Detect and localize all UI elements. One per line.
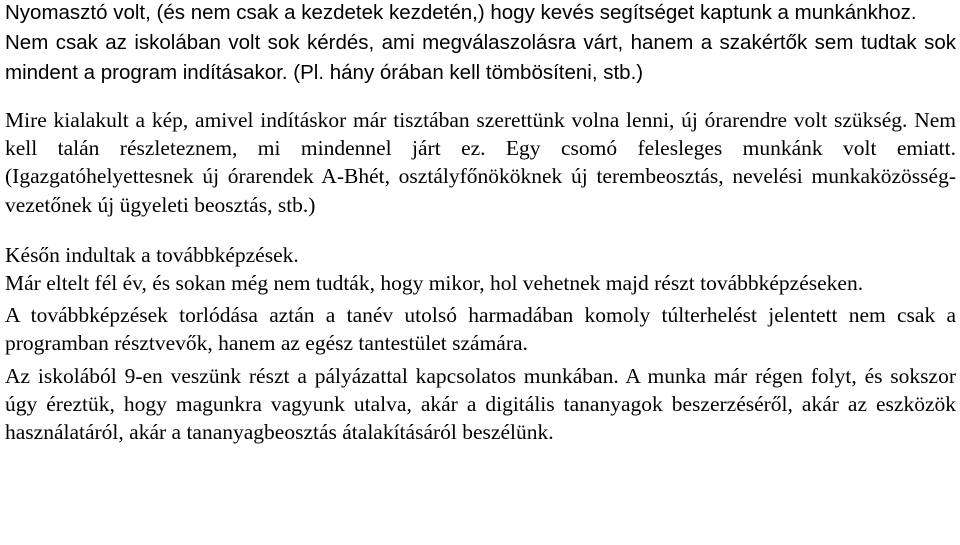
text-line: Későn indultak a továbbképzések. [5,242,299,267]
text-line: A továbbképzések torlódása aztán a tanév utolsó harmadában komoly túlterhelést jelentett nem csak a programban résztvevők, hanem az egész tantestület számára. [5,303,956,356]
text-line: Mire kialakult a kép, amivel indításkor már tisztában szerettünk volna lenni, új órarendre volt szükség. Nem kell talán részleteznem, mi mindennel járt ez. Egy csomó felesleges munkánk volt emiatt. (Igazgatóhelyettesnek új órarendek A-Bhét, osztályfőnököknek új terembeosztás, nevelési munkaközösség-vezetőnek új ügyeleti beosztás, stb.) [5,108,956,217]
text-line: Már eltelt fél év, és sokan még nem tudták, hogy mikor, hol vehetnek majd részt továbbképzéseken. [5,271,864,296]
paragraph-timetable [5,106,956,219]
text-line: Nem csak az iskolában volt sok kérdés, ami megválaszolásra várt, hanem a szakértők sem tudtak sok mindent a program indításakor. (Pl. hány órában kell tömbösíteni, stb.) [5,31,956,84]
text-line: Nyomasztó volt, (és nem csak a kezdetek kezdetén,) hogy kevés segítséget kaptunk a munkánkhoz. [5,1,917,24]
text-line: Az iskolából 9-en veszünk részt a pályázattal kapcsolatos munkában. A munka már régen folyt, és sokszor úgy éreztük, hogy magunkra vagyunk utalva, akár a digitális tananyagok beszerzéséről, akár az eszközök használatáról, akár a tananyagbeosztás átalakításáról beszélünk. [5,363,956,445]
paragraph-training [5,241,956,446]
paragraph-support [5,0,956,88]
